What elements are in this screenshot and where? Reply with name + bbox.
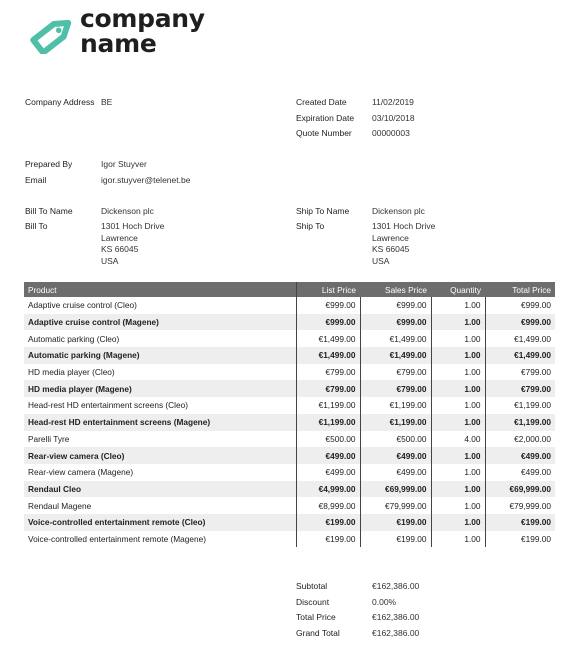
table-row [24, 497, 555, 514]
cell-product: Rendaul Cleo [24, 481, 296, 498]
cell-sales-price: €69,999.00 [360, 481, 431, 498]
ship-to-address [372, 221, 435, 267]
discount-label: Discount [296, 597, 330, 607]
cell-product: Rendaul Magene [28, 500, 92, 511]
prepared-by-label: Prepared By [25, 159, 73, 169]
cell-product: Adaptive cruise control (Cleo) [28, 300, 137, 311]
quote-items-table [24, 282, 555, 547]
cell-total-price: €499.00 [485, 447, 555, 464]
email-value: igor.stuyver@telenet.be [101, 175, 191, 185]
table-row [24, 397, 555, 414]
total-price-value: €162,386.00 [372, 612, 420, 622]
cell-total-price: €1,499.00 [485, 330, 555, 347]
cell-product: Voice-controlled entertainment remote (Magene) [28, 533, 207, 544]
bill-to-name-value: Dickenson plc [101, 206, 154, 216]
expiration-date-value: 03/10/2018 [372, 113, 415, 123]
cell-list-price: €1,499.00 [296, 330, 360, 347]
cell-sales-price: €999.00 [360, 314, 431, 331]
cell-quantity: 1.00 [431, 447, 485, 464]
cell-list-price: €999.00 [296, 314, 360, 331]
cell-list-price: €499.00 [296, 447, 360, 464]
table-row [24, 481, 555, 498]
expiration-date-label: Expiration Date [296, 113, 355, 123]
table-row [24, 364, 555, 381]
bill-to-line: USA [101, 255, 119, 266]
ship-to-line: 1301 Hoch Drive [372, 221, 436, 231]
cell-list-price: €799.00 [296, 364, 360, 381]
table-row [24, 447, 555, 464]
cell-quantity: 1.00 [431, 481, 485, 498]
table-row [24, 531, 555, 548]
table-row [24, 314, 555, 331]
cell-product: Automatic parking (Cleo) [28, 333, 120, 344]
cell-quantity: 1.00 [431, 380, 485, 397]
cell-quantity: 1.00 [431, 347, 485, 364]
prepared-by-value: Igor Stuyver [101, 159, 147, 169]
cell-sales-price: €1,199.00 [360, 397, 431, 414]
bill-to-name-label: Bill To Name [25, 206, 73, 216]
bill-to-line: KS 66045 [101, 244, 139, 254]
cell-total-price: €799.00 [485, 380, 555, 397]
ship-to-name-label: Ship To Name [296, 206, 350, 216]
cell-sales-price: €1,499.00 [360, 347, 431, 364]
cell-sales-price: €1,199.00 [360, 414, 431, 431]
bill-to-address [101, 221, 164, 267]
cell-list-price: €499.00 [296, 464, 360, 481]
cell-product: HD media player (Cleo) [28, 367, 115, 378]
cell-sales-price: €999.00 [360, 297, 431, 314]
cell-total-price: €79,999.00 [485, 497, 555, 514]
subtotal-label: Subtotal [296, 581, 328, 591]
table-row [24, 347, 555, 364]
cell-total-price: €2,000.00 [485, 431, 555, 448]
cell-list-price: €999.00 [296, 297, 360, 314]
ship-to-label: Ship To [296, 221, 325, 231]
cell-list-price: €199.00 [296, 514, 360, 531]
grand-total-label: Grand Total [296, 628, 340, 638]
cell-quantity: 1.00 [431, 464, 485, 481]
cell-total-price: €69,999.00 [485, 481, 555, 498]
cell-sales-price: €199.00 [360, 531, 431, 548]
ship-to-line: Lawrence [372, 232, 409, 243]
company-address-label: Company Address [25, 97, 95, 107]
cell-list-price: €799.00 [296, 380, 360, 397]
quote-number-label: Quote Number [296, 128, 352, 138]
ship-to-line: USA [372, 255, 390, 266]
cell-total-price: €499.00 [485, 464, 555, 481]
cell-quantity: 4.00 [431, 431, 485, 448]
cell-list-price: €1,199.00 [296, 414, 360, 431]
cell-list-price: €1,199.00 [296, 397, 360, 414]
cell-product: Adaptive cruise control (Magene) [24, 314, 296, 331]
ship-to-line: KS 66045 [372, 244, 410, 254]
cell-list-price: €1,499.00 [296, 347, 360, 364]
cell-quantity: 1.00 [431, 514, 485, 531]
cell-product: Head-rest HD entertainment screens (Magene) [24, 414, 296, 431]
column-header-product: Product [24, 282, 296, 297]
cell-list-price: €199.00 [296, 531, 360, 548]
email-label: Email [25, 175, 47, 185]
cell-quantity: 1.00 [431, 531, 485, 548]
column-header-list-price: List Price [296, 282, 360, 297]
cell-quantity: 1.00 [431, 330, 485, 347]
table-row [24, 414, 555, 431]
company-address-value: BE [101, 97, 113, 107]
cell-sales-price: €799.00 [360, 364, 431, 381]
table-row [24, 330, 555, 347]
table-row [24, 431, 555, 448]
logo-line-2: name [80, 29, 157, 58]
cell-sales-price: €79,999.00 [360, 497, 431, 514]
ship-to-name-value: Dickenson plc [372, 206, 425, 216]
table-header-row [24, 282, 555, 297]
discount-value: 0.00% [372, 597, 397, 607]
cell-sales-price: €799.00 [360, 380, 431, 397]
cell-product: Rear-view camera (Cleo) [24, 447, 296, 464]
created-date-label: Created Date [296, 97, 347, 107]
bill-to-label: Bill To [25, 221, 48, 231]
tag-icon [30, 14, 78, 54]
bill-to-line: Lawrence [101, 232, 138, 243]
cell-sales-price: €1,499.00 [360, 330, 431, 347]
quote-number-value: 00000003 [372, 128, 410, 138]
cell-sales-price: €499.00 [360, 447, 431, 464]
cell-total-price: €999.00 [485, 297, 555, 314]
cell-quantity: 1.00 [431, 314, 485, 331]
table-row [24, 514, 555, 531]
cell-product: Voice-controlled entertainment remote (Cleo) [24, 514, 296, 531]
column-header-quantity: Quantity [431, 282, 485, 297]
cell-quantity: 1.00 [431, 297, 485, 314]
cell-product: Automatic parking (Magene) [24, 347, 296, 364]
cell-total-price: €199.00 [485, 531, 555, 548]
cell-list-price: €8,999.00 [296, 497, 360, 514]
column-header-sales-price: Sales Price [360, 282, 431, 297]
cell-total-price: €799.00 [485, 364, 555, 381]
table-row [24, 297, 555, 314]
cell-quantity: 1.00 [431, 397, 485, 414]
cell-sales-price: €499.00 [360, 464, 431, 481]
table-row [24, 380, 555, 397]
cell-sales-price: €500.00 [360, 431, 431, 448]
subtotal-value: €162,386.00 [372, 581, 420, 591]
cell-total-price: €199.00 [485, 514, 555, 531]
created-date-value: 11/02/2019 [372, 97, 414, 107]
cell-list-price: €4,999.00 [296, 481, 360, 498]
grand-total-value: €162,386.00 [372, 628, 420, 638]
cell-product: Head-rest HD entertainment screens (Cleo) [28, 400, 189, 411]
logo-line-1: company [80, 4, 205, 33]
cell-sales-price: €199.00 [360, 514, 431, 531]
cell-quantity: 1.00 [431, 414, 485, 431]
cell-product: Rear-view camera (Magene) [28, 467, 134, 478]
cell-list-price: €500.00 [296, 431, 360, 448]
column-header-total-price: Total Price [485, 282, 555, 297]
bill-to-line: 1301 Hoch Drive [101, 221, 165, 231]
table-row [24, 464, 555, 481]
total-price-label: Total Price [296, 612, 336, 622]
cell-total-price: €999.00 [485, 314, 555, 331]
cell-quantity: 1.00 [431, 364, 485, 381]
cell-total-price: €1,499.00 [485, 347, 555, 364]
cell-total-price: €1,199.00 [485, 397, 555, 414]
cell-product: Parelli Tyre [28, 433, 70, 444]
cell-total-price: €1,199.00 [485, 414, 555, 431]
company-logo-text [80, 6, 205, 56]
cell-product: HD media player (Magene) [24, 380, 296, 397]
cell-quantity: 1.00 [431, 497, 485, 514]
